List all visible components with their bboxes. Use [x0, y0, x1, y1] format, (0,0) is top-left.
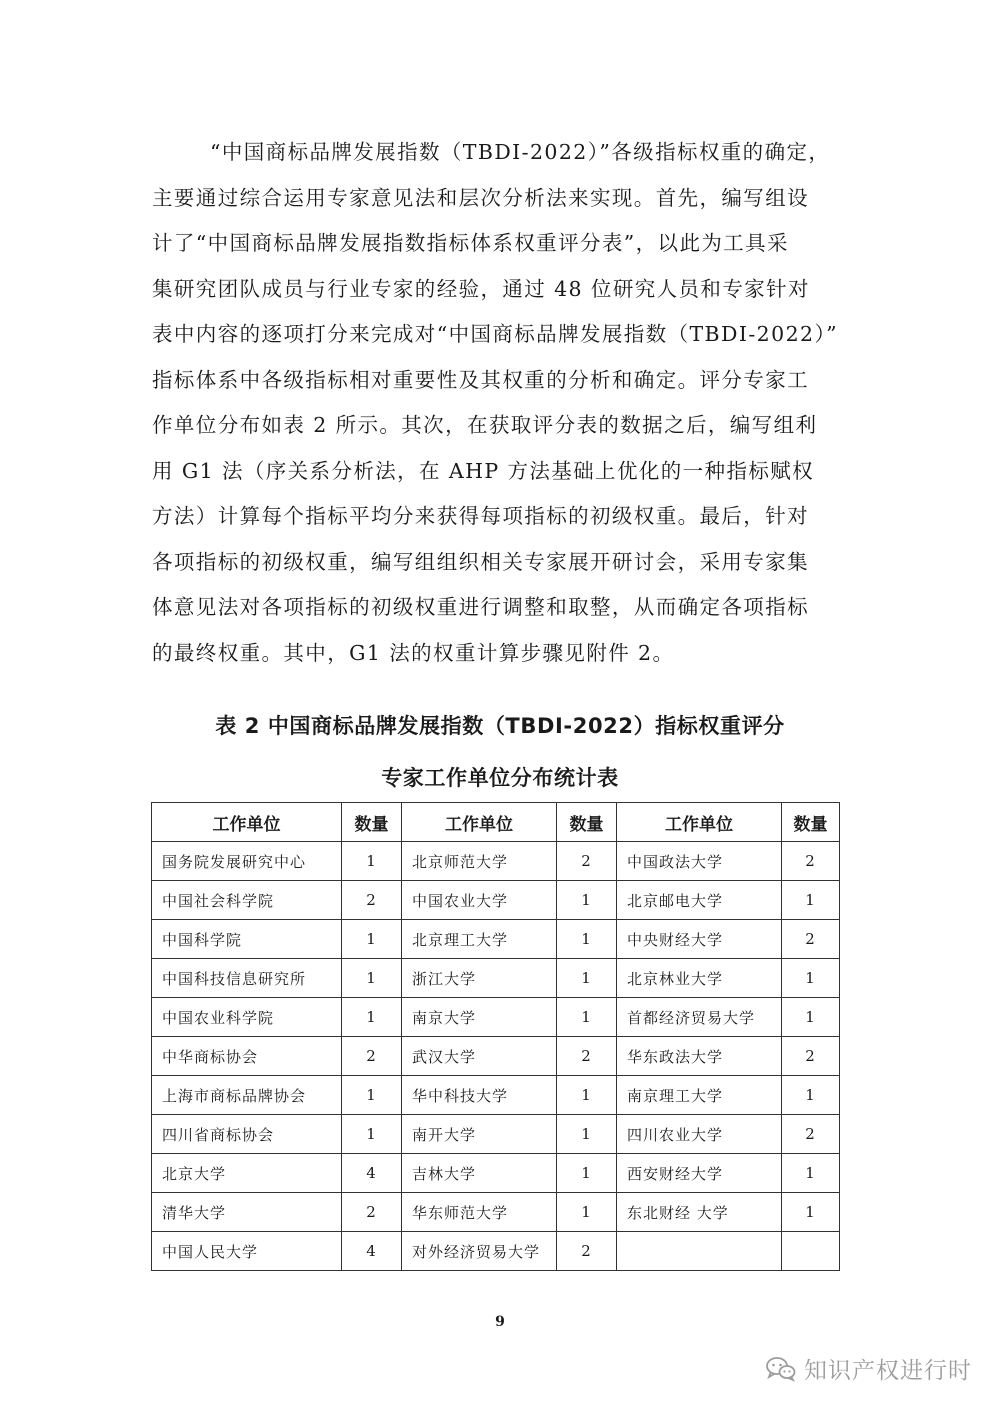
- body-line: 计了“中国商标品牌发展指数指标体系权重评分表”，以此为工具采: [152, 231, 789, 255]
- work-unit-cell: 东北财经 大学: [617, 1193, 782, 1232]
- body-paragraph: [152, 130, 852, 676]
- count-cell: 1: [342, 1115, 402, 1154]
- work-unit-cell: 北京师范大学: [402, 842, 557, 881]
- count-cell: 1: [557, 920, 617, 959]
- table-row: [152, 1154, 840, 1193]
- table-row: [152, 959, 840, 998]
- work-unit-cell: 北京邮电大学: [617, 881, 782, 920]
- work-unit-cell: 首都经济贸易大学: [617, 998, 782, 1037]
- count-cell: 1: [342, 998, 402, 1037]
- body-line: 方法）计算每个指标平均分来获得每项指标的初级权重。最后，针对: [152, 504, 809, 528]
- work-unit-cell: 中国社会科学院: [152, 881, 342, 920]
- work-unit-cell: 南开大学: [402, 1115, 557, 1154]
- count-cell: 2: [342, 1037, 402, 1076]
- count-cell: 1: [557, 1115, 617, 1154]
- count-cell: 1: [557, 1076, 617, 1115]
- work-unit-cell: 中国农业科学院: [152, 998, 342, 1037]
- header-unit: 工作单位: [152, 803, 342, 842]
- table-row: [152, 920, 840, 959]
- count-cell: 2: [557, 1037, 617, 1076]
- body-line: 作单位分布如表 2 所示。其次，在获取评分表的数据之后，编写组利: [152, 413, 818, 437]
- table-row: [152, 1115, 840, 1154]
- count-cell: 1: [557, 1154, 617, 1193]
- count-cell: 1: [342, 1076, 402, 1115]
- count-cell: 2: [782, 842, 840, 881]
- body-line: 指标体系中各级指标相对重要性及其权重的分析和确定。评分专家工: [152, 367, 809, 392]
- count-cell: 1: [557, 881, 617, 920]
- count-cell: 1: [557, 1193, 617, 1232]
- header-unit: 工作单位: [617, 803, 782, 842]
- table-row: [152, 998, 840, 1037]
- work-unit-cell: 南京大学: [402, 998, 557, 1037]
- work-unit-cell: 中国政法大学: [617, 842, 782, 881]
- count-cell: 1: [342, 959, 402, 998]
- table-row: [152, 881, 840, 920]
- count-cell: 1: [782, 998, 840, 1037]
- count-cell: 4: [342, 1232, 402, 1271]
- header-unit: 工作单位: [402, 803, 557, 842]
- count-cell: 1: [782, 1193, 840, 1232]
- count-cell: [782, 1232, 840, 1271]
- work-unit-cell: 对外经济贸易大学: [402, 1232, 557, 1271]
- work-unit-cell: 中国科学院: [152, 920, 342, 959]
- work-unit-cell: 中华商标协会: [152, 1037, 342, 1076]
- count-cell: 1: [782, 1076, 840, 1115]
- count-cell: 2: [342, 881, 402, 920]
- body-line: 主要通过综合运用专家意见法和层次分析法来实现。首先，编写组设: [152, 185, 809, 210]
- page-number: 9: [495, 1314, 505, 1330]
- count-cell: 2: [342, 1193, 402, 1232]
- count-cell: 1: [557, 959, 617, 998]
- work-unit-cell: 北京理工大学: [402, 920, 557, 959]
- count-cell: 2: [782, 920, 840, 959]
- work-unit-cell: 中国农业大学: [402, 881, 557, 920]
- body-line: 体意见法对各项指标的初级权重进行调整和取整，从而确定各项指标: [152, 595, 809, 619]
- table-caption-title: 表 2 中国商标品牌发展指数（TBDI-2022）指标权重评分: [215, 714, 785, 738]
- header-count: 数量: [342, 803, 402, 842]
- work-unit-cell: 四川省商标协会: [152, 1115, 342, 1154]
- count-cell: 4: [342, 1154, 402, 1193]
- table-row: [152, 842, 840, 881]
- expert-distribution-table: [151, 802, 840, 1271]
- count-cell: 2: [782, 1037, 840, 1076]
- body-line: 用 G1 法（序关系分析法，在 AHP 方法基础上优化的一种指标赋权: [152, 458, 815, 483]
- body-line: “中国商标品牌发展指数（TBDI-2022）”各级指标权重的确定，: [210, 140, 831, 164]
- work-unit-cell: 中国科技信息研究所: [152, 959, 342, 998]
- work-unit-cell: 北京大学: [152, 1154, 342, 1193]
- work-unit-cell: 中国人民大学: [152, 1232, 342, 1271]
- work-unit-cell: 清华大学: [152, 1193, 342, 1232]
- work-unit-cell: 上海市商标品牌协会: [152, 1076, 342, 1115]
- count-cell: 1: [782, 1154, 840, 1193]
- count-cell: 2: [557, 842, 617, 881]
- count-cell: 2: [782, 1115, 840, 1154]
- work-unit-cell: 华东师范大学: [402, 1193, 557, 1232]
- table-row: [152, 1037, 840, 1076]
- header-count: 数量: [782, 803, 840, 842]
- work-unit-cell: 南京理工大学: [617, 1076, 782, 1115]
- count-cell: 1: [342, 920, 402, 959]
- work-unit-cell: 西安财经大学: [617, 1154, 782, 1193]
- watermark-text: 知识产权进行时: [804, 1358, 972, 1384]
- body-line: 集研究团队成员与行业专家的经验，通过 48 位研究人员和专家针对: [152, 276, 810, 301]
- table-header-row: [152, 803, 840, 842]
- count-cell: 1: [782, 959, 840, 998]
- work-unit-cell: [617, 1232, 782, 1271]
- table-row: [152, 1232, 840, 1271]
- count-cell: 2: [557, 1232, 617, 1271]
- work-unit-cell: 国务院发展研究中心: [152, 842, 342, 881]
- count-cell: 1: [342, 842, 402, 881]
- work-unit-cell: 武汉大学: [402, 1037, 557, 1076]
- body-line: 各项指标的初级权重，编写组组织相关专家展开研讨会，采用专家集: [152, 549, 809, 574]
- work-unit-cell: 中央财经大学: [617, 920, 782, 959]
- header-count: 数量: [557, 803, 617, 842]
- work-unit-cell: 四川农业大学: [617, 1115, 782, 1154]
- wechat-icon: [766, 1356, 796, 1382]
- body-line: 的最终权重。其中，G1 法的权重计算步骤见附件 2。: [152, 640, 675, 665]
- table-row: [152, 1193, 840, 1232]
- work-unit-cell: 华中科技大学: [402, 1076, 557, 1115]
- count-cell: 1: [557, 998, 617, 1037]
- table-caption-subtitle: 专家工作单位分布统计表: [381, 766, 619, 790]
- work-unit-cell: 华东政法大学: [617, 1037, 782, 1076]
- count-cell: 1: [782, 881, 840, 920]
- work-unit-cell: 浙江大学: [402, 959, 557, 998]
- body-line: 表中内容的逐项打分来完成对“中国商标品牌发展指数（TBDI-2022）”: [152, 322, 838, 346]
- watermark: [766, 1352, 972, 1385]
- work-unit-cell: 北京林业大学: [617, 959, 782, 998]
- work-unit-cell: 吉林大学: [402, 1154, 557, 1193]
- table-row: [152, 1076, 840, 1115]
